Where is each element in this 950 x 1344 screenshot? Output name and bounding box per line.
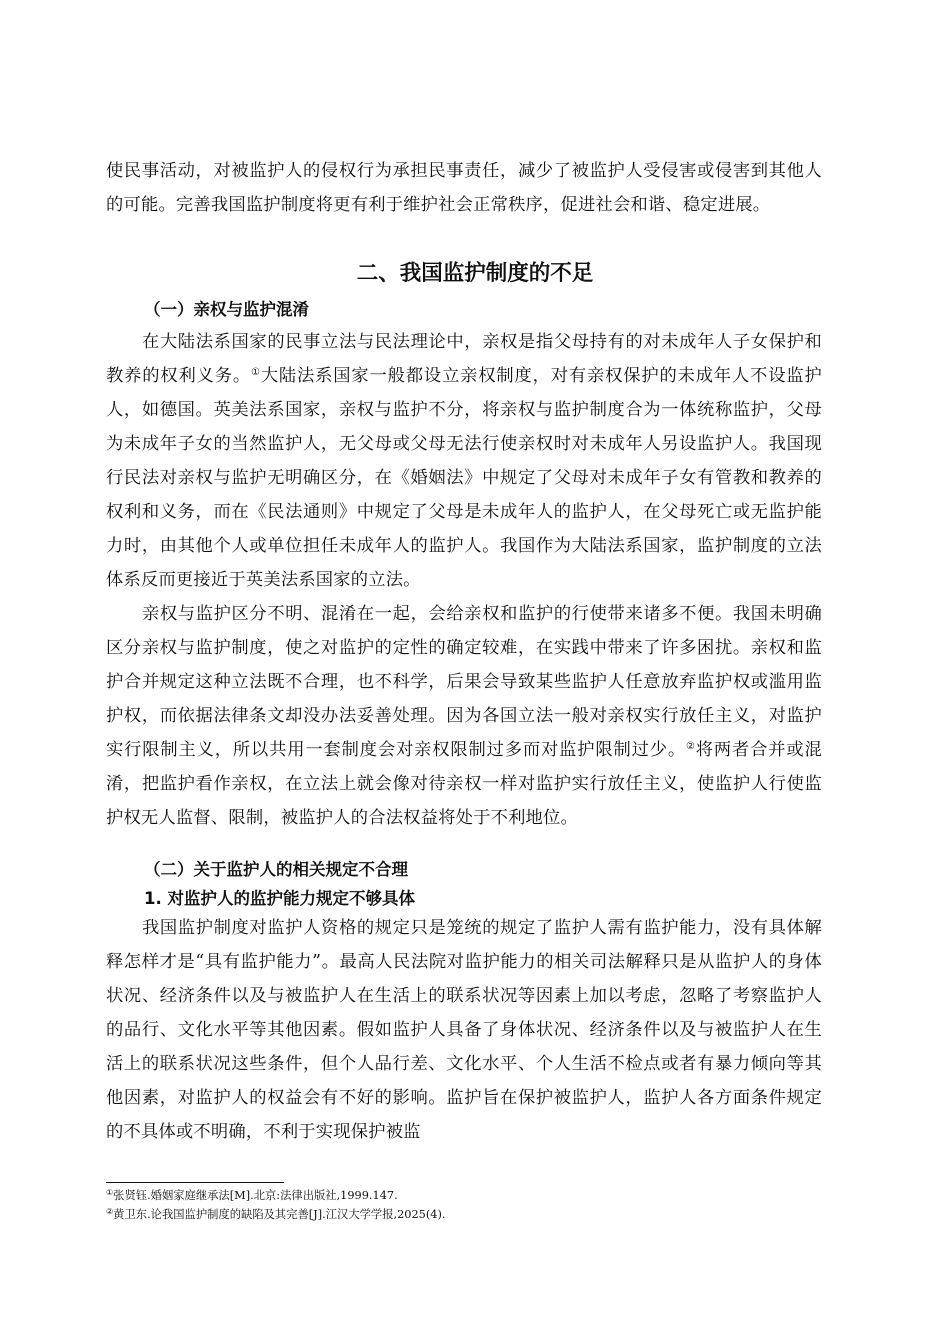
paragraph-text: 将两者合并或混淆，把监护看作亲权，在立法上就会像对待亲权一样对监护实行放任主义，使监护人行使监护权无人监督、限制，被监护人的合法权益将处于不利地位。 — [106, 740, 822, 828]
paragraph-text: 大陆法系国家一般都设立亲权制度，对有亲权保护的未成年人不设监护人，如德国。英美法系国家，亲权与监护不分，将亲权与监护制度合为一体统称监护，父母为未成年子女的当然监护人，无父母或父母无法行使亲权时对未成年人另设监护人。我国现行民法对亲权与监护无明确区分，在《婚姻法》中规定了父母对未成年子女有管教和教养的权利和义务，而在《民法通则》中规定了父母是未成年人的监护人，在父母死亡或无监护能力时，由其他个人或单位担任未成年人的监护人。我国作为大陆法系国家，监护制度的立法体系反而更接近于英美法系国家的立法。 — [106, 366, 822, 590]
subsection-2-title: （二）关于监护人的相关规定不合理 — [144, 860, 408, 879]
footnote-mark: ① — [106, 1188, 114, 1197]
paragraph-kinship-definition — [106, 325, 822, 597]
footnote-text: 黄卫东.论我国监护制度的缺陷及其完善[J].江汉大学学报,2025(4). — [113, 1208, 446, 1221]
footnote-text: 张贤钰.婚姻家庭继承法[M].北京:法律出版社,1999.147. — [113, 1189, 398, 1202]
footnote-mark: ② — [106, 1207, 114, 1216]
paragraph-kinship-confusion — [106, 597, 822, 835]
intro-paragraph: 使民事活动，对被监护人的侵权行为承担民事责任，减少了被监护人受侵害或侵害到其他人的可能。完善我国监护制度将更有利于维护社会正常秩序，促进社会和谐、稳定进展。 — [106, 161, 822, 215]
footnote-divider — [106, 1182, 284, 1183]
intro-paragraph-block — [106, 154, 822, 222]
footnote-reference-2: ② — [685, 741, 696, 752]
section-title: 二、我国监护制度的不足 — [356, 261, 594, 286]
footnotes — [106, 1186, 822, 1224]
paragraph-text: 在大陆法系国家的民事立法与民法理论中，亲权是指父母持有的对未成年人子女保护和教养的权利义务。 — [106, 332, 822, 386]
item-1-title: 1. 对监护人的监护能力规定不够具体 — [144, 889, 415, 908]
footnote-2 — [106, 1205, 822, 1224]
footnote-1 — [106, 1186, 822, 1205]
subsection-1-body — [106, 325, 822, 835]
subsection-2-body — [106, 911, 822, 1149]
subsection-1-title: （一）亲权与监护混淆 — [144, 300, 309, 319]
paragraph-guardian-capacity: 我国监护制度对监护人资格的规定只是笼统的规定了监护人需有监护能力，没有具体解释怎样才是“具有监护能力”。最高人民法院对监护能力的相关司法解释只是从监护人的身体状况、经济条件以及与被监护人在生活上的联系状况等因素上加以考虑，忽略了考察监护人的品行、文化水平等其他因素。假如监护人具备了身体状况、经济条件以及与被监护人在生活上的联系状况这些条件，但个人品行差、文化水平、个人生活不检点或者有暴力倾向等其他因素，对监护人的权益会有不好的影响。监护旨在保护被监护人，监护人各方面条件规定的不具体或不明确，不利于实现保护被监 — [106, 918, 822, 1142]
footnote-reference-1: ① — [251, 367, 261, 378]
paragraph-text: 亲权与监护区分不明、混淆在一起，会给亲权和监护的行使带来诸多不便。我国未明确区分亲权与监护制度，使之对监护的定性的确定较难，在实践中带来了许多困扰。亲权和监护合并规定这种立法既不合理，也不科学，后果会导致某些监护人任意放弃监护权或滥用监护权，而依据法律条文却没办法妥善处理。因为各国立法一般对亲权实行放任主义，对监护实行限制主义，所以共用一套制度会对亲权限制过多而对监护限制过少。 — [106, 604, 822, 760]
